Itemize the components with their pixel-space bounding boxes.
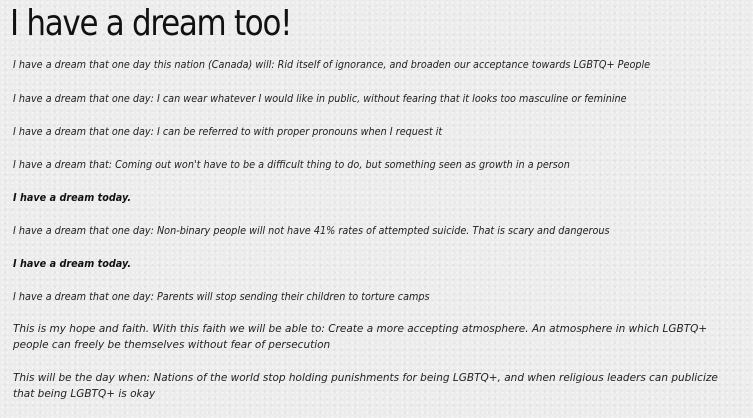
dream-paragraph-6: I have a dream that one day: Parents will stop sending their children to torture camps	[13, 291, 430, 303]
the-day-when-paragraph: This will be the day when: Nations of the world stop holding punishments for being LGBTQ+, and when religious leaders can publicize that being LGBTQ+ is okay	[13, 372, 718, 400]
page-title: I have a dream too!	[10, 3, 292, 44]
hope-and-faith-paragraph: This is my hope and faith. With this faith we will be able to: Create a more accepting atmosphere. An atmosphere in which LGBTQ+ people can freely be themselves without fear of persecution	[13, 323, 708, 351]
dream-today-line-2: I have a dream today.	[13, 258, 132, 270]
dream-paragraph-1: I have a dream that one day this nation (Canada) will: Rid itself of ignorance, and broaden our acceptance towards LGBTQ+ People	[13, 59, 651, 71]
dream-today-line-1: I have a dream today.	[13, 192, 132, 204]
dream-paragraph-5: I have a dream that one day: Non-binary people will not have 41% rates of attempted suicide. That is scary and dangerous	[13, 225, 610, 237]
dream-paragraph-4: I have a dream that: Coming out won't have to be a difficult thing to do, but something seen as growth in a person	[13, 159, 570, 171]
dream-paragraph-2: I have a dream that one day: I can wear whatever I would like in public, without fearing that it looks too masculine or feminine	[13, 93, 627, 105]
dream-paragraph-3: I have a dream that one day: I can be referred to with proper pronouns when I request it	[13, 126, 443, 138]
